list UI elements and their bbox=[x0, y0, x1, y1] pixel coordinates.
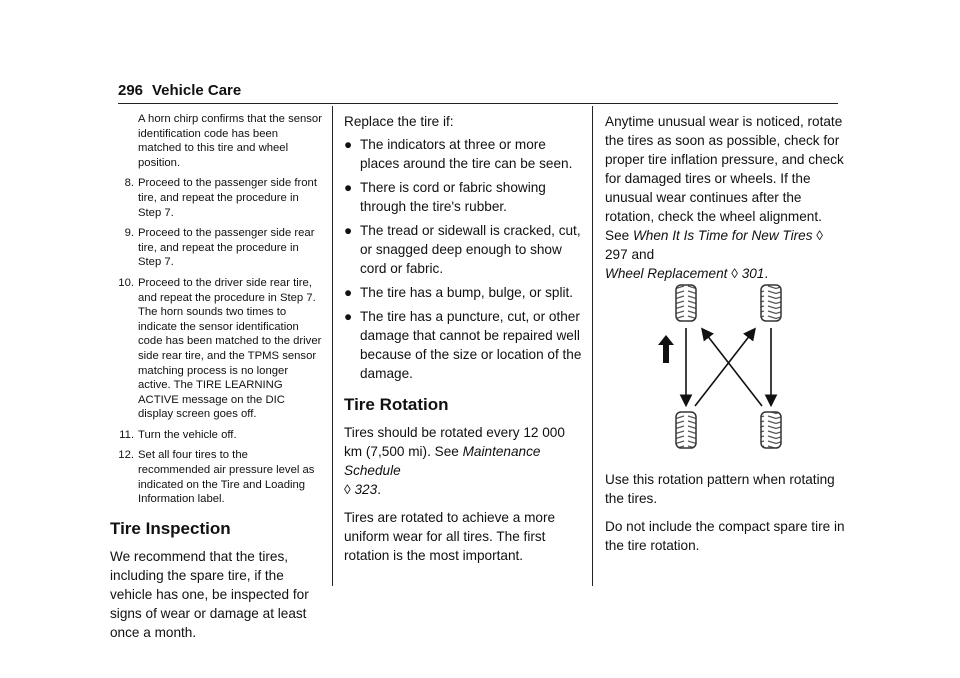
bullet-item: ● The tire has a puncture, cut, or other damage that cannot be repaired well because of the size or location of the damage. bbox=[344, 309, 582, 381]
step-item bbox=[110, 428, 322, 443]
page-ref[interactable]: 301 bbox=[741, 266, 765, 281]
bullet-icon: ● bbox=[344, 137, 353, 152]
column-right-lower bbox=[605, 470, 845, 555]
tire-rotation-diagram bbox=[646, 280, 796, 460]
bullet-icon: ● bbox=[344, 223, 353, 238]
unusual-wear-paragraph: Anytime unusual wear is noticed, rotate the tires as soon as possible, check for proper tire inflation pressure, and check for damaged tires or wheels. If the unusual wear continues after the rotation, check the wheel alignment. See When It Is Time for New Tires ◊ 297 and Wheel Replacement ◊ 301. bbox=[605, 114, 844, 281]
column-divider bbox=[592, 106, 593, 586]
rotation-paragraph: Tires should be rotated every 12 000 km (7,500 mi). See Maintenance Schedule ◊ 323. bbox=[344, 425, 565, 497]
step-continuation: A horn chirp confirms that the sensor identification code has been matched to this tire and wheel position. bbox=[138, 113, 322, 169]
column-left bbox=[110, 112, 322, 642]
forward-arrow-icon bbox=[658, 335, 674, 363]
reference-icon: ◊ bbox=[344, 482, 351, 497]
step-number: 11. bbox=[119, 428, 134, 441]
step-item bbox=[110, 276, 322, 422]
reference-icon: ◊ bbox=[731, 266, 738, 281]
step-item bbox=[110, 448, 322, 506]
step-text: Proceed to the passenger side front tire, and repeat the procedure in Step 7. bbox=[138, 177, 317, 219]
bullet-icon: ● bbox=[344, 180, 353, 195]
link-maintenance-schedule[interactable]: Maintenance Schedule bbox=[344, 444, 541, 478]
step-item bbox=[110, 176, 322, 220]
bullet-item: ● The indicators at three or more places around the tire can be seen. bbox=[344, 137, 573, 171]
pattern-paragraph: Use this rotation pattern when rotating the tires. bbox=[605, 472, 835, 506]
replace-intro: Replace the tire if: bbox=[344, 114, 454, 129]
column-right bbox=[605, 112, 845, 283]
page-ref[interactable]: 323 bbox=[354, 482, 378, 497]
page-ref[interactable]: 297 bbox=[605, 247, 628, 262]
rotation-purpose-paragraph: Tires are rotated to achieve a more uniform wear for all tires. The first rotation is the most important. bbox=[344, 510, 556, 563]
bullet-item: ● The tread or sidewall is cracked, cut, or snagged deep enough to show cord or fabric. bbox=[344, 223, 581, 276]
inspection-paragraph: We recommend that the tires, including the spare tire, if the vehicle has one, be inspected for signs of wear or damage at least once a month. bbox=[110, 548, 309, 640]
page-header bbox=[118, 82, 838, 104]
bullet-icon: ● bbox=[344, 309, 353, 324]
column-middle bbox=[344, 112, 584, 565]
reference-icon: ◊ bbox=[816, 228, 824, 243]
step-number: 8. bbox=[124, 177, 134, 190]
header-rule bbox=[118, 103, 838, 104]
tire-icon bbox=[761, 412, 781, 448]
tire-icon bbox=[761, 285, 781, 321]
step-number: 9. bbox=[124, 227, 134, 240]
section-title: Vehicle Care bbox=[152, 82, 242, 99]
step-text: Turn the vehicle off. bbox=[138, 428, 237, 441]
spare-paragraph: Do not include the compact spare tire in the tire rotation. bbox=[605, 519, 845, 553]
bullet-item: ● There is cord or fabric showing through the tire's rubber. bbox=[344, 180, 546, 214]
step-number: 12. bbox=[118, 449, 134, 462]
link-wheel-replacement[interactable]: Wheel Replacement bbox=[605, 266, 728, 281]
bullet-item: ● The tire has a bump, bulge, or split. bbox=[344, 285, 574, 300]
tire-icon bbox=[676, 285, 696, 321]
step-text: Proceed to the driver side rear tire, and repeat the procedure in Step 7. The horn sounds two times to indicate the sensor identification code has been matched to the driver side rear tire, and the TPMS sensor matching process is no longer active. The TIRE LEARNING ACTIVE message on the DIC display screen goes off. bbox=[138, 276, 322, 421]
heading-tire-rotation: Tire Rotation bbox=[344, 395, 449, 414]
column-divider bbox=[332, 106, 333, 586]
bullet-icon: ● bbox=[344, 285, 353, 300]
arrow-cross-rear-to-front-left bbox=[703, 330, 762, 406]
arrow-cross-rear-to-front-right bbox=[695, 330, 754, 406]
step-text: Proceed to the passenger side rear tire, and repeat the procedure in Step 7. bbox=[138, 227, 315, 269]
step-number: 10. bbox=[118, 276, 134, 289]
step-item bbox=[110, 226, 322, 270]
tire-icon bbox=[676, 412, 696, 448]
page-number: 296 bbox=[118, 82, 144, 99]
step-text: Set all four tires to the recommended air pressure level as indicated on the Tire and Loading Information label. bbox=[138, 449, 315, 506]
heading-tire-inspection: Tire Inspection bbox=[110, 518, 231, 538]
link-new-tires[interactable]: When It Is Time for New Tires bbox=[632, 228, 813, 243]
